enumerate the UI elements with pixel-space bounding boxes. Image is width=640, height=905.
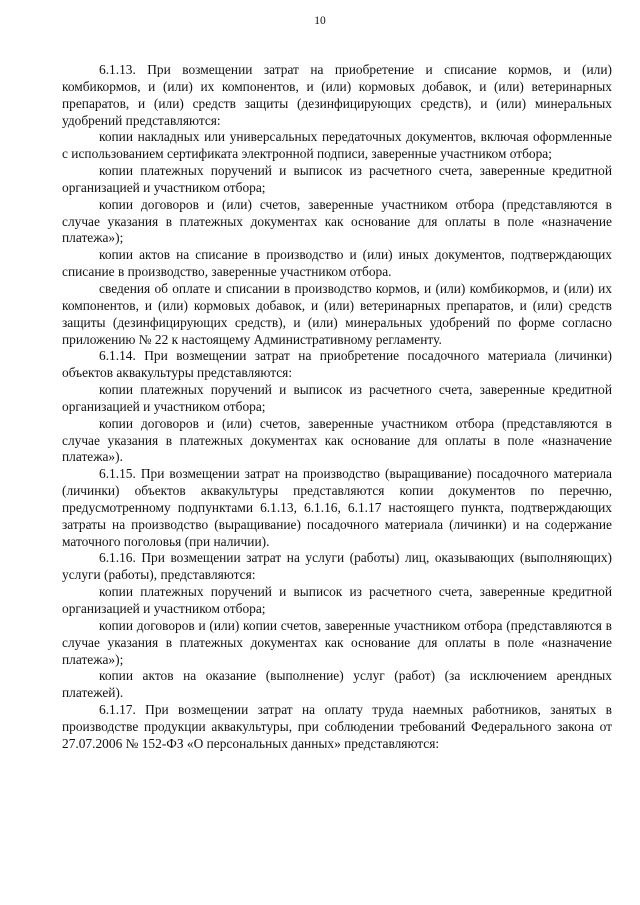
list-item: копии актов на оказание (выполнение) услуг (работ) (за исключением арендных платежей). [62, 668, 612, 701]
paragraph-6-1-16: 6.1.16. При возмещении затрат на услуги (работы) лиц, оказывающих (выполняющих) услуги (работы), представляются: [62, 550, 612, 583]
list-item: копии договоров и (или) копии счетов, заверенные участником отбора (представляются в случае указания в платежных документах как основание для оплаты в поле «назначение платежа»); [62, 617, 612, 667]
list-item: копии платежных поручений и выписок из расчетного счета, заверенные кредитной организацией и участником отбора; [62, 584, 612, 616]
list-item: копии договоров и (или) счетов, заверенные участником отбора (представляются в случае указания в платежных документах как основание для оплаты в поле «назначение платежа»). [62, 415, 612, 465]
paragraph-6-1-14: 6.1.14. При возмещении затрат на приобретение посадочного материала (личинки) объектов аквакультуры представляются: [62, 348, 612, 381]
paragraph-6-1-13: 6.1.13. При возмещении затрат на приобретение и списание кормов, и (или) комбикормов, и (или) их компонентов, и (или) кормовых добавок, и (или) ветеринарных препаратов, и (или) средств защиты (дезинфицирующих средств), и (или) минеральных удобрений представляются: [62, 62, 612, 128]
document-body [62, 62, 612, 753]
list-item: копии договоров и (или) счетов, заверенные участником отбора (представляются в случае указания в платежных документах как основание для оплаты в поле «назначение платежа»); [62, 196, 612, 246]
list-item: копии платежных поручений и выписок из расчетного счета, заверенные кредитной организацией и участником отбора; [62, 382, 612, 414]
list-item: копии накладных или универсальных передаточных документов, включая оформленные с использованием сертификата электронной подписи, заверенные участником отбора; [62, 129, 612, 162]
page-number: 10 [314, 15, 326, 27]
list-item: копии платежных поручений и выписок из расчетного счета, заверенные кредитной организацией и участником отбора; [62, 163, 612, 195]
list-item: копии актов на списание в производство и (или) иных документов, подтверждающих списание в производство, заверенные участником отбора. [62, 247, 612, 280]
list-item: сведения об оплате и списании в производство кормов, и (или) комбикормов, и (или) их компонентов, и (или) кормовых добавок, и (или) ветеринарных препаратов, и (или) средств защиты (дезинфицирующих средств), и (или) минеральных удобрений по форме согласно приложению № 22 к настоящему Административному регламенту. [62, 280, 612, 347]
paragraph-6-1-15: 6.1.15. При возмещении затрат на производство (выращивание) посадочного материала (личинки) объектов аквакультуры представляются копии документов по перечню, предусмотренному подпунктами 6.1.13, 6.1.16, 6.1.17 настоящего пункта, подтверждающих затраты на производство (выращивание) посадочного материала (личинки) и на содержание маточного поголовья (при наличии). [62, 466, 612, 549]
paragraph-6-1-17: 6.1.17. При возмещении затрат на оплату труда наемных работников, занятых в производстве продукции аквакультуры, при соблюдении требований Федерального закона от 27.07.2006 № 152-ФЗ «О персональных данных» представляются: [62, 702, 612, 751]
